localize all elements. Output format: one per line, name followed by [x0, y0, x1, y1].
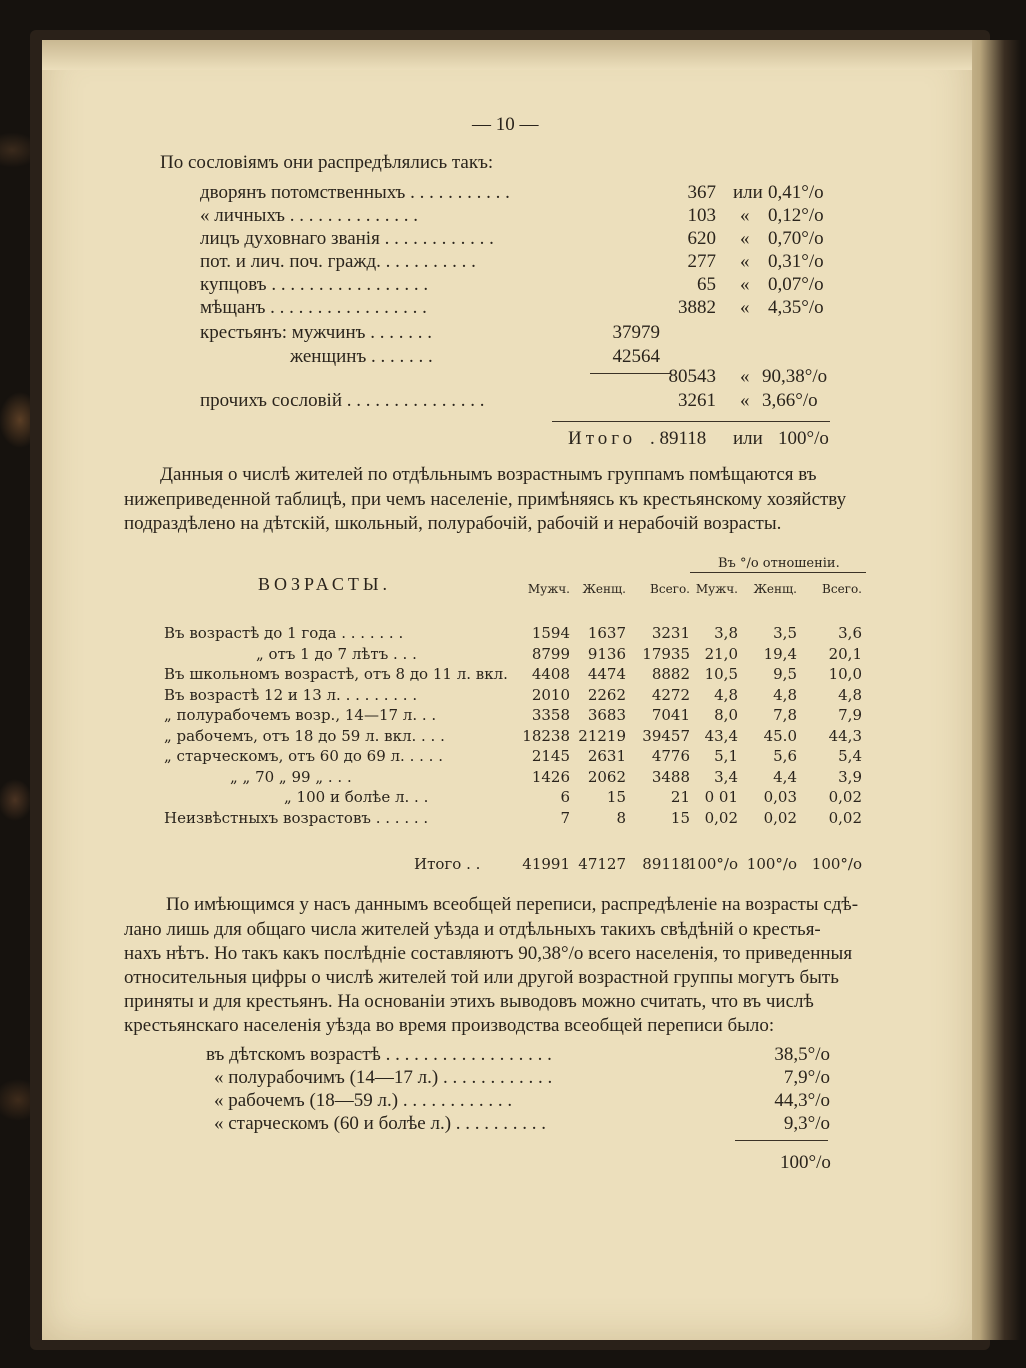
estate-value: 620 [687, 228, 716, 249]
table-cell: 39457 [642, 726, 690, 745]
estate-label: « личныхъ . . . . . . . . . . . . . . [200, 205, 418, 226]
table-cell: 8 [616, 808, 626, 827]
estate-value: 65 [697, 274, 716, 295]
summary-label: « рабочемъ (18—59 л.) . . . . . . . . . . . . [214, 1090, 513, 1111]
table-column-header: Мужч. [527, 582, 570, 596]
table-pct-group-rule [690, 572, 866, 573]
table-cell: 3,9 [838, 767, 862, 786]
table-total-cell: 89118 [642, 855, 690, 873]
others-value: 3261 [678, 390, 716, 411]
table-cell: 21,0 [704, 644, 738, 663]
table-pct-group-header: Въ °/o отношеніи. [718, 556, 840, 571]
summary-total-rule [735, 1140, 828, 1141]
estates-intro: По сословіямъ они распредѣлялись такъ: [160, 152, 494, 173]
table-column-header: Женщ. [753, 582, 797, 596]
paragraph-1-line-3: подраздѣлено на дѣтскій, школьный, полурабочій, рабочій и нерабочій возрасты. [124, 513, 782, 534]
table-cell: 21219 [578, 726, 626, 745]
table-cell: 7041 [651, 706, 690, 724]
table-cell: 3,8 [714, 624, 738, 642]
paragraph-2-line-5: приняты и для крестьянъ. На основаніи этихъ выводовъ можно считать, что въ числѣ [124, 991, 814, 1012]
paragraph-1-line-1: Данныя о числѣ жителей по отдѣльнымъ возрастнымъ группамъ помѣщаются въ [160, 464, 817, 485]
table-cell: 3,6 [838, 624, 862, 642]
estate-value: 367 [687, 182, 716, 203]
estate-word: или [733, 182, 763, 203]
summary-pct: 7,9°/o [783, 1067, 830, 1088]
table-row-label: Въ школьномъ возрастѣ, отъ 8 до 11 л. вкл. [164, 665, 508, 683]
table-title: ВОЗРАСТЫ. [258, 574, 392, 594]
paragraph-2-line-6: крестьянскаго населенія уѣзда во время производства всеобщей переписи было: [124, 1015, 775, 1036]
estate-pct: 0,31°/o [768, 251, 824, 272]
table-total-cell: 100°/o [746, 855, 797, 873]
table-cell: 2631 [587, 747, 626, 765]
estates-total-pct: 100°/o [778, 428, 829, 449]
table-column-header: Мужч. [695, 582, 738, 596]
table-cell: 10,5 [704, 665, 738, 683]
table-cell: 0,03 [763, 788, 797, 806]
estate-word: « [740, 251, 750, 272]
table-cell: 3,5 [773, 624, 797, 642]
estate-word: « [740, 297, 750, 318]
table-cell: 4776 [651, 747, 690, 765]
table-cell: 20,1 [828, 644, 862, 663]
estate-word: « [740, 228, 750, 249]
peasants-label: крестьянъ: мужчинъ . . . . . . . [200, 322, 432, 343]
table-cell: 3231 [651, 624, 690, 642]
table-total-cell: 100°/o [687, 855, 738, 873]
table-cell: 4474 [587, 665, 626, 683]
table-cell: 17935 [642, 644, 690, 663]
table-cell: 8882 [651, 665, 690, 683]
table-cell: 15 [606, 788, 626, 806]
table-cell: 4,8 [838, 685, 862, 704]
estates-total-rule [552, 421, 830, 422]
peasants-female-value: 42564 [612, 346, 660, 367]
table-cell: 5,4 [838, 747, 862, 765]
estate-pct: 0,07°/o [768, 274, 824, 295]
table-cell: 5,1 [714, 747, 738, 765]
table-cell: 1594 [531, 624, 570, 642]
table-cell: 3358 [531, 706, 570, 724]
table-column-header: Женщ. [582, 582, 626, 596]
table-cell: 4,8 [773, 685, 797, 704]
estate-value: 3882 [678, 297, 716, 318]
table-row-label: Въ возрастѣ до 1 года . . . . . . . [164, 624, 404, 642]
table-cell: 45.0 [763, 726, 797, 745]
table-total-cell: 41991 [522, 855, 570, 873]
paragraph-2-line-2: лано лишь для общаго числа жителей уѣзда и отдѣльныхъ такихъ свѣдѣній о крестья- [124, 919, 821, 940]
table-column-header: Всего. [822, 582, 862, 596]
others-label: прочихъ сословій . . . . . . . . . . . . . . . [200, 390, 485, 411]
summary-pct: 9,3°/o [783, 1113, 830, 1134]
table-cell: 0,02 [763, 808, 797, 827]
table-cell: 4,8 [714, 685, 738, 704]
table-cell: 8,0 [714, 706, 738, 724]
estates-total-label: Итого [568, 428, 637, 449]
peasants-male-value: 37979 [612, 322, 660, 343]
table-cell: 4408 [531, 665, 570, 683]
table-cell: 4272 [651, 685, 690, 704]
table-cell: 7 [560, 808, 570, 827]
estate-label: лицъ духовнаго званія . . . . . . . . . . . . [200, 228, 494, 249]
table-cell: 2145 [531, 747, 570, 765]
summary-total: 100°/o [780, 1152, 831, 1173]
table-total-cell: 100°/o [811, 855, 862, 873]
summary-label: въ дѣтскомъ возрастѣ . . . . . . . . . . . . . . . . . . [206, 1044, 552, 1065]
table-cell: 0,02 [704, 808, 738, 827]
table-cell: 10,0 [828, 665, 862, 683]
table-column-header: Всего. [650, 582, 690, 596]
estate-value: 103 [687, 205, 716, 226]
table-cell: 2262 [587, 685, 626, 704]
table-total-label: Итого . . [414, 855, 481, 873]
others-word: « [740, 390, 750, 411]
table-row-label: Въ возрастѣ 12 и 13 л. . . . . . . . . [164, 685, 418, 704]
table-cell: 0 01 [704, 788, 738, 806]
estate-word: « [740, 274, 750, 295]
summary-pct: 44,3°/o [774, 1090, 830, 1111]
paragraph-2-line-3: нахъ нѣтъ. Но такъ какъ послѣдніе составляютъ 90,38°/o всего населенія, то приведенныя [124, 943, 853, 964]
table-cell: 4,4 [773, 767, 797, 786]
table-cell: 2010 [531, 685, 570, 704]
table-row-label: „ старческомъ, отъ 60 до 69 л. . . . . [164, 747, 443, 765]
table-cell: 1637 [587, 624, 626, 642]
peasants-word: « [740, 366, 750, 387]
table-cell: 2062 [587, 767, 626, 786]
estates-total-value: . 89118 [650, 428, 707, 449]
table-cell: 3488 [651, 767, 690, 786]
estate-pct: 0,12°/o [768, 205, 824, 226]
peasants-total-value: 80543 [668, 366, 716, 387]
estate-label: дворянъ потомственныхъ . . . . . . . . . . . [200, 182, 510, 203]
estate-label: купцовъ . . . . . . . . . . . . . . . . . [200, 274, 429, 295]
summary-label: « полурабочимъ (14—17 л.) . . . . . . . . . . . . [214, 1067, 553, 1088]
paragraph-2-line-1: По имѣющимся у насъ даннымъ всеобщей переписи, распредѣленіе на возрасты сдѣ- [166, 894, 859, 915]
page-edge [42, 40, 972, 70]
table-cell: 0,02 [828, 788, 862, 806]
table-cell: 7,9 [838, 706, 862, 724]
page-number: — 10 — [472, 114, 539, 135]
table-cell: 9136 [587, 644, 626, 663]
table-row-label: Неизвѣстныхъ возрастовъ . . . . . . [164, 808, 429, 827]
table-cell: 5,6 [773, 747, 797, 765]
peasants-pct: 90,38°/o [762, 366, 828, 387]
summary-pct: 38,5°/o [774, 1044, 830, 1065]
estate-label: пот. и лич. поч. гражд. . . . . . . . . . . [200, 251, 476, 272]
table-cell: 3,4 [714, 767, 738, 786]
summary-label: « старческомъ (60 и болѣе л.) . . . . . . . . . . [214, 1113, 547, 1134]
table-cell: 3683 [587, 706, 626, 724]
estate-value: 277 [687, 251, 716, 272]
table-cell: 18238 [522, 726, 570, 745]
table-row-label: „ отъ 1 до 7 лѣтъ . . . [256, 644, 417, 663]
table-cell: 19,4 [763, 644, 797, 663]
table-cell: 15 [670, 808, 690, 827]
table-cell: 43,4 [704, 726, 738, 745]
estate-pct: 4,35°/o [768, 297, 824, 318]
table-row-label: „ „ 70 „ 99 „ . . . [230, 767, 352, 786]
table-cell: 44,3 [828, 726, 862, 745]
estates-total-word: или [733, 428, 763, 449]
others-pct: 3,66°/o [762, 390, 818, 411]
paragraph-2-line-4: относительныя цифры о числѣ жителей той или другой возрастной группы могутъ быть [124, 967, 839, 988]
table-row-label: „ полурабочемъ возр., 14—17 л. . . [164, 706, 437, 724]
paragraph-1-line-2: нижеприведенной таблицѣ, при чемъ населеніе, примѣняясь къ крестьянскому хозяйству [124, 489, 847, 510]
table-cell: 21 [670, 788, 690, 806]
table-cell: 7,8 [773, 706, 797, 724]
estate-label: мѣщанъ . . . . . . . . . . . . . . . . . [200, 297, 427, 318]
table-total-cell: 47127 [578, 855, 626, 873]
table-cell: 1426 [531, 767, 570, 786]
table-cell: 6 [560, 788, 570, 806]
table-cell: 0,02 [828, 808, 862, 827]
table-cell: 8799 [531, 644, 570, 663]
table-cell: 9,5 [773, 665, 797, 683]
estate-pct: 0,70°/o [768, 228, 824, 249]
table-row-label: „ рабочемъ, отъ 18 до 59 л. вкл. . . . [164, 726, 445, 745]
table-row-label: „ 100 и болѣе л. . . [284, 788, 429, 806]
peasants-female-label: женщинъ . . . . . . . [290, 346, 433, 367]
estate-word: « [740, 205, 750, 226]
estate-pct: 0,41°/o [768, 182, 824, 203]
